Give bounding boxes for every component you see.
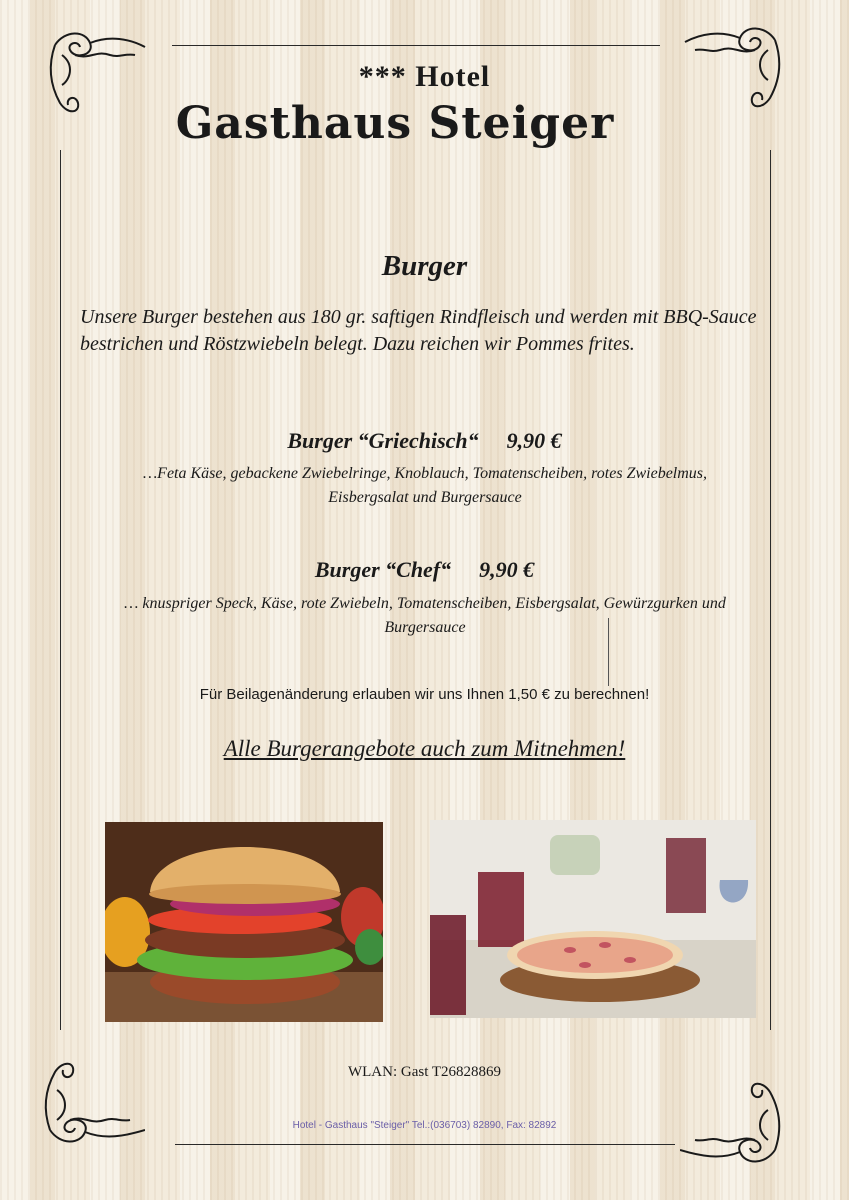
hotel-label: Hotel [415, 60, 491, 93]
menu-item-price: 9,90 € [479, 557, 535, 582]
menu-item-description: …Feta Käse, gebackene Zwiebelringe, Knoblauch, Tomatenscheiben, rotes Zwiebelmus, Eisbergsalat und Burgersauce [142, 465, 708, 506]
takeaway-note: Alle Burgerangebote auch zum Mitnehmen! [223, 736, 626, 761]
stars: *** [358, 60, 407, 93]
top-rule [172, 45, 660, 46]
menu-item-name: Burger “Griechisch“ [287, 428, 479, 453]
section-intro: Unsere Burger bestehen aus 180 gr. saftigen Rindfleisch und werden mit BBQ-Sauce bestrichen und Röstzwiebeln belegt. Dazu reichen wir Pommes frites. [80, 306, 757, 355]
menu-item-name: Burger “Chef“ [314, 557, 452, 582]
wlan-info: WLAN: Gast T26828869 [347, 1064, 502, 1080]
menu-item-title [0, 428, 849, 454]
menu-item-description: … knuspriger Speck, Käse, rote Zwiebeln, Tomatenscheiben, Eisbergsalat, Gewürzgurken und Burgersauce [124, 595, 726, 636]
restaurant-name: Gasthaus Steiger [175, 98, 615, 149]
footer-contact: Hotel - Gasthaus "Steiger" Tel.:(036703) 82890, Fax: 82892 [292, 1120, 557, 1131]
burger-photo [105, 822, 383, 1022]
section-title: Burger [381, 250, 468, 282]
bottom-rule [175, 1144, 675, 1145]
side-dish-note: Für Beilagenänderung erlauben wir uns Ihnen 1,50 € zu berechnen! [199, 686, 650, 703]
menu-item-title [0, 557, 849, 583]
flammkuchen-photo [430, 820, 756, 1018]
menu-item-price: 9,90 € [506, 428, 562, 453]
hotel-stars-line [0, 60, 849, 94]
